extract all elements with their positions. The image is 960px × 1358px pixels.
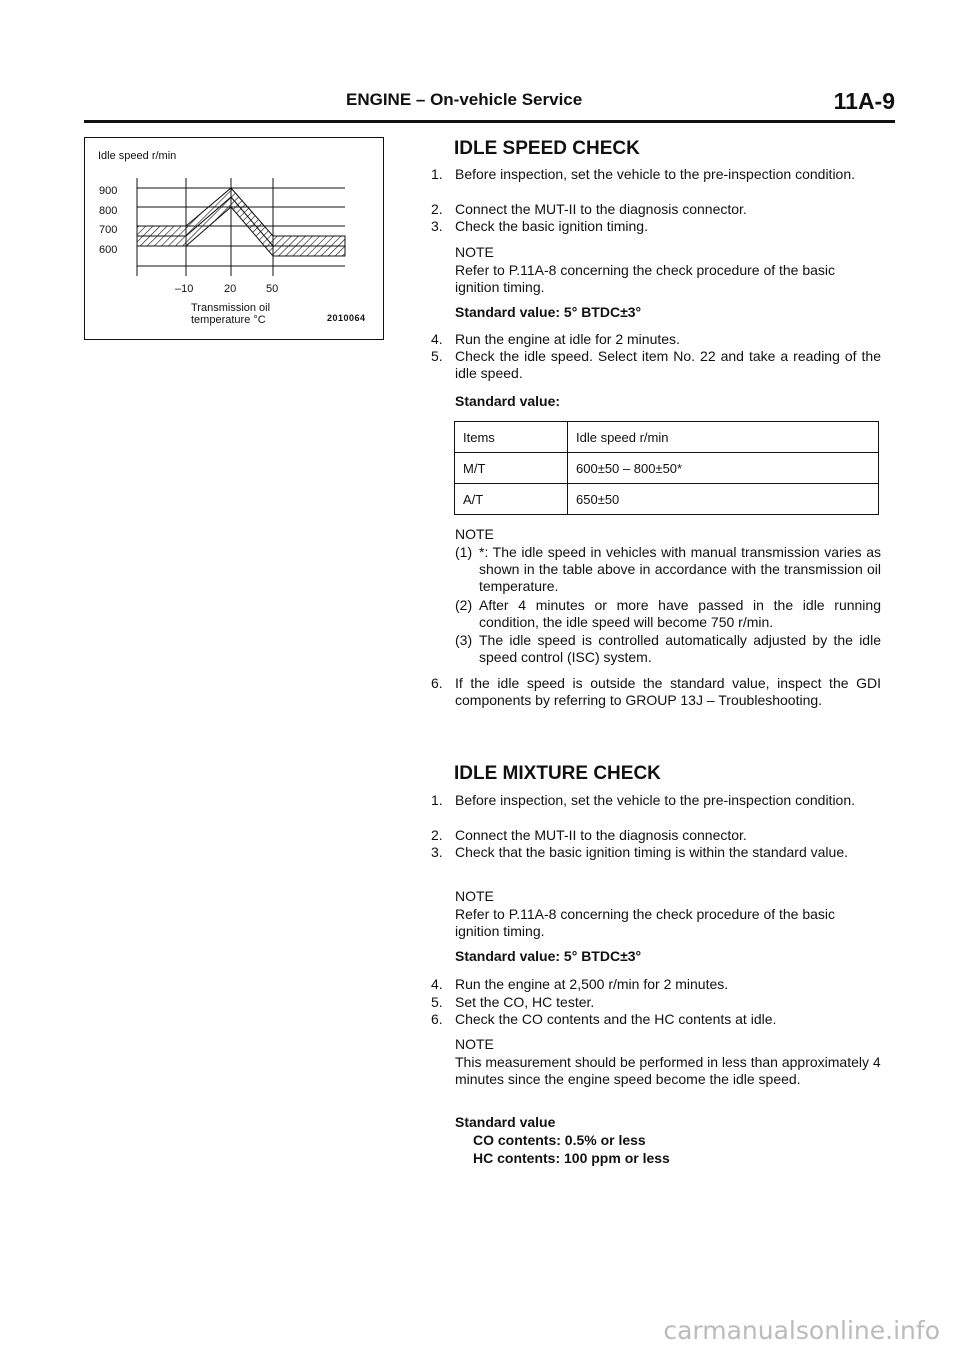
idle-speed-step-1: 1. Before inspection, set the vehicle to the pre-inspection condition. — [431, 166, 856, 182]
table-row — [455, 453, 879, 484]
idle-mixture-step-5: 5. Set the CO, HC tester. — [431, 994, 595, 1010]
idle-speed-step-3: 3. Check the basic ignition timing. — [431, 218, 648, 234]
idle-speed-standard: Standard value: 5° BTDC±3° — [455, 304, 642, 320]
co-contents: CO contents: 0.5% or less — [473, 1132, 646, 1148]
table-cell: 650±50 — [568, 484, 879, 515]
idle-speed-step-4: 4. Run the engine at idle for 2 minutes. — [431, 331, 680, 347]
x-tick-20: 20 — [224, 283, 237, 295]
y-tick-900: 900 — [99, 185, 118, 197]
idle-mixture-note2-text: This measurement should be performed in less than approximately 4 minutes since the engine speed become the idle speed. — [455, 1054, 881, 1087]
page-header — [84, 88, 895, 123]
hc-contents: HC contents: 100 ppm or less — [473, 1150, 670, 1166]
table-cell: M/T — [455, 453, 568, 484]
table-header-row — [455, 422, 879, 453]
idle-speed-chart — [84, 137, 384, 340]
table-row — [455, 484, 879, 515]
idle-mixture-note2-label: NOTE — [455, 1036, 494, 1052]
idle-speed-note-text: Refer to P.11A-8 concerning the check procedure of the basic ignition timing. — [455, 262, 836, 295]
idle-speed-note-label: NOTE — [455, 244, 494, 260]
y-tick-600: 600 — [99, 244, 118, 256]
idle-mixture-note-text: Refer to P.11A-8 concerning the check procedure of the basic ignition timing. — [455, 906, 836, 939]
table-header: Idle speed r/min — [568, 422, 879, 453]
x-tick-minus10: –10 — [175, 283, 194, 295]
idle-mixture-note-label: NOTE — [455, 888, 494, 904]
idle-speed-table — [454, 421, 879, 515]
idle-speed-note-2: (2) After 4 minutes or more have passed in the idle running condition, the idle speed will become 750 r/min. — [455, 597, 881, 630]
header-title: ENGINE – On-vehicle Service — [346, 90, 583, 109]
idle-mixture-standard-2: Standard value — [455, 1114, 556, 1130]
idle-mixture-standard: Standard value: 5° BTDC±3° — [455, 948, 642, 964]
idle-speed-note-3: (3) The idle speed is controlled automatically adjusted by the idle speed control (ISC) system. — [455, 632, 881, 665]
idle-mixture-step-2: 2. Connect the MUT-II to the diagnosis connector. — [431, 827, 747, 843]
idle-mixture-step-1: 1. Before inspection, set the vehicle to the pre-inspection condition. — [431, 792, 856, 808]
table-header: Items — [455, 422, 568, 453]
chart-xlabel: Transmission oil temperature °C — [191, 302, 271, 326]
y-tick-800: 800 — [99, 205, 118, 217]
idle-speed-step-2: 2. Connect the MUT-II to the diagnosis connector. — [431, 201, 747, 217]
section-title-idle-mixture: IDLE MIXTURE CHECK — [454, 763, 661, 784]
table-cell: A/T — [455, 484, 568, 515]
idle-speed-note2-label: NOTE — [455, 526, 494, 542]
x-tick-50: 50 — [266, 283, 279, 295]
page-number: 11A-9 — [833, 88, 895, 114]
idle-speed-step-5: 5. Check the idle speed. Select item No. 22 and take a reading of the idle speed. — [431, 348, 881, 381]
idle-speed-note-1: (1) *: The idle speed in vehicles with manual transmission varies as shown in the table above in accordance with the transmission oil temperature. — [455, 544, 881, 594]
idle-mixture-step-3: 3. Check that the basic ignition timing is within the standard value. — [431, 844, 848, 860]
idle-mixture-step-6: 6. Check the CO contents and the HC contents at idle. — [431, 1011, 777, 1027]
idle-mixture-step-4: 4. Run the engine at 2,500 r/min for 2 minutes. — [431, 976, 729, 992]
chart-ylabel: Idle speed r/min — [98, 150, 177, 162]
section-title-idle-speed: IDLE SPEED CHECK — [454, 138, 640, 159]
table-cell: 600±50 – 800±50* — [568, 453, 879, 484]
y-tick-700: 700 — [99, 224, 118, 236]
idle-speed-standard-2: Standard value: — [455, 393, 561, 409]
figure-id: 2010064 — [327, 313, 366, 323]
watermark: carmanualsonline.info — [663, 1316, 940, 1345]
idle-speed-step-6: 6. If the idle speed is outside the standard value, inspect the GDI components by referring to GROUP 13J – Troubleshooting. — [431, 675, 881, 708]
